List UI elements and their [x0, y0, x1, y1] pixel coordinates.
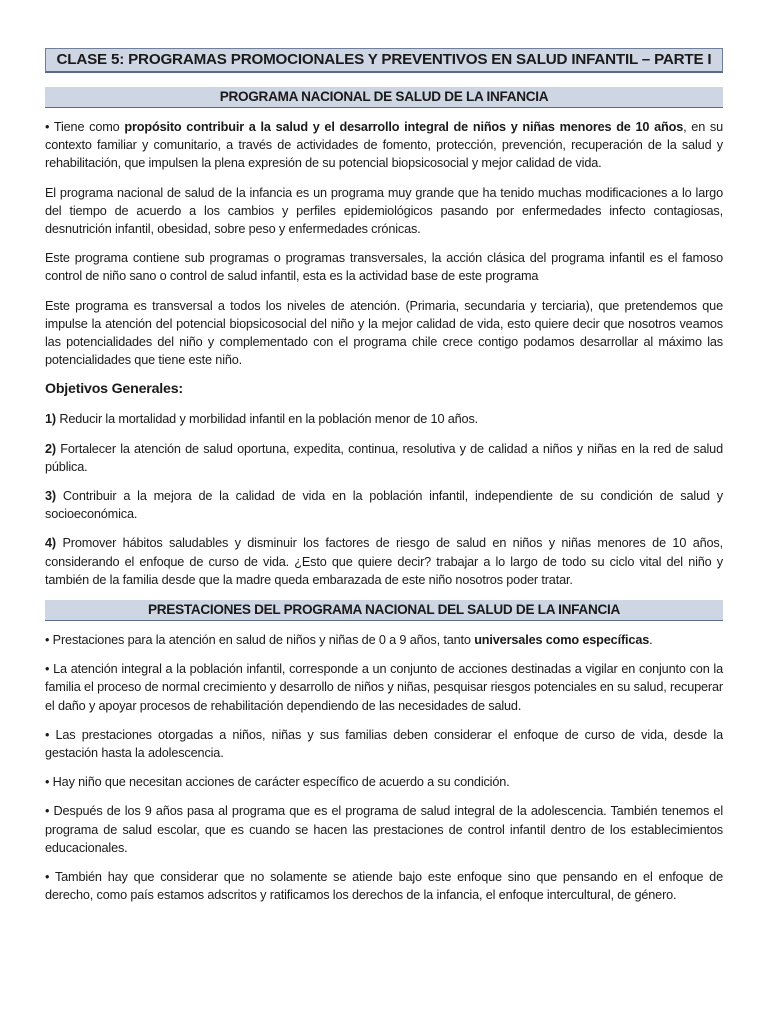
objective-text: Promover hábitos saludables y disminuir los factores de riesgo de salud en niños y niñas menores de 10 años, considerando el enfoque de curso de vida. ¿Esto que quiere decir? trabajar a lo largo de todo su ciclo vital del niño y también de la familia desde que la madre queda embarazada de este niño nosotros poder tratar. [45, 536, 723, 587]
objective-number: 2) [45, 441, 56, 456]
bullet-curso-de-vida: • Las prestaciones otorgadas a niños, niñas y sus familias deben considerar el enfoque de curso de vida, desde la gestación hasta la adolescencia. [45, 727, 723, 761]
objective-text: Fortalecer la atención de salud oportuna, expedita, continua, resolutiva y de calidad a niños y niñas en la red de salud pública. [45, 441, 723, 474]
objective-number: 4) [45, 536, 56, 551]
document-title: CLASE 5: PROGRAMAS PROMOCIONALES Y PREVENTIVOS EN SALUD INFANTIL – PARTE I [45, 48, 723, 73]
paragraph-sub-programas: Este programa contiene sub programas o programas transversales, la acción clásica del programa infantil es el famoso control de niño sano o control de salud infantil, esta es la actividad base de este programa [45, 251, 723, 284]
paragraph-proposito-end: , en su contexto familiar y comunitario, a través de actividades de fomento, protección, prevención, recuperación de la salud y rehabilitación, que impulsen la plena expresión de su potencial biopsicosocial y mejor calidad de vida. [45, 120, 723, 171]
paragraph-programa-grande: El programa nacional de salud de la infancia es un programa muy grande que ha tenido muchas modificaciones a lo largo del tiempo de acuerdo a los cambios y perfiles epidemiológicos pasando por enfermedades infecto contagiosas, desnutrición infantil, obesidad, sobre peso y enfermedades crónicas. [45, 185, 723, 237]
bullet-prestaciones-start: • Prestaciones para la atención en salud de niños y niñas de 0 a 9 años, tanto [45, 633, 475, 648]
paragraph-proposito [45, 118, 723, 173]
objective-item [45, 534, 723, 589]
objective-item [45, 487, 723, 523]
document-page [45, 48, 723, 916]
paragraph-proposito-start: • Tiene como [45, 120, 125, 134]
bullet-enfoque-derecho: • También hay que considerar que no solamente se atiende bajo este enfoque sino que pensando en el enfoque de derecho, como país estamos adscritos y ratificamos los derechos de la infancia, el enfoque intercultural, de género. [45, 870, 723, 903]
objectives-heading: Objetivos Generales: [45, 381, 183, 398]
objective-text: Reducir la mortalidad y morbilidad infantil en la población menor de 10 años. [55, 412, 479, 427]
bullet-atencion-integral: • La atención integral a la población infantil, corresponde a un conjunto de acciones destinadas a vigilar en conjunto con la familia el proceso de normal crecimiento y desarrollo de niños y niñas, pesquisar riesgos potenciales en su salud, recuperar el daño y apoyar procesos de rehabilitación dependiendo de las necesidades de salud. [45, 662, 723, 713]
bullet-acciones-especificas: • Hay niño que necesitan acciones de carácter específico de acuerdo a su condición. [45, 775, 510, 790]
bullet-prestaciones-end: . [649, 633, 653, 648]
section-heading-programa: PROGRAMA NACIONAL DE SALUD DE LA INFANCIA [45, 87, 723, 108]
paragraph-proposito-bold: propósito contribuir a la salud y el desarrollo integral de niños y niñas menores de 10 años [124, 120, 684, 134]
objective-item [45, 440, 723, 476]
objective-item [45, 410, 723, 428]
objective-number: 3) [45, 489, 56, 504]
objective-text: Contribuir a la mejora de la calidad de vida en la población infantil, independiente de su condición de salud y socioeconómica. [45, 489, 723, 522]
bullet-adolescencia: • Después de los 9 años pasa al programa que es el programa de salud integral de la adolescencia. También tenemos el programa de salud escolar, que es cuando se hacen las prestaciones de control infantil dentro de los establecimientos educacionales. [45, 804, 723, 855]
bullet-prestaciones-bold: universales como específicas [474, 633, 650, 648]
paragraph-transversal: Este programa es transversal a todos los niveles de atención. (Primaria, secundaria y terciaria), que pretendemos que impulse la atención del potencial biopsicosocial del niño y la mejor calidad de vida, esto quiere decir que nosotros veamos las potencialidades del niño y complementado con el programa chile crece contigo podamos desarrollar al máximo las potencialidades que tiene este niño. [45, 298, 723, 368]
section-heading-prestaciones: PRESTACIONES DEL PROGRAMA NACIONAL DEL SALUD DE LA INFANCIA [45, 600, 723, 621]
bullet-prestaciones [45, 631, 723, 649]
objective-number: 1) [45, 412, 56, 427]
